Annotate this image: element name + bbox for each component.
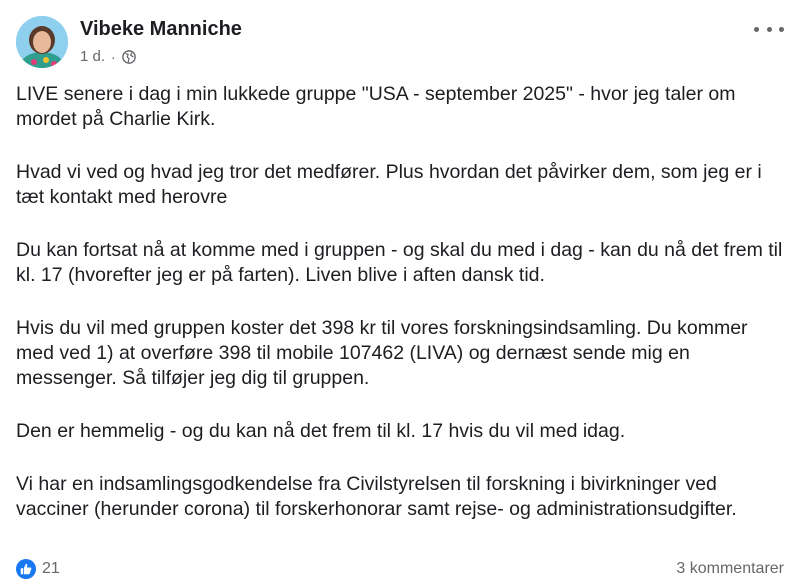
post-meta	[80, 48, 136, 65]
post-paragraph: Den er hemmelig - og du kan nå det frem til kl. 17 hvis du vil med idag.	[16, 420, 626, 442]
reactions-summary[interactable]	[16, 559, 60, 579]
post-paragraph: Du kan fortsat nå at komme med i gruppen - og skal du med i dag - kan du nå det frem til kl. 17 (hvorefter jeg er på farten). Liven blive i aften dansk tid.	[16, 239, 783, 286]
profile-photo	[16, 16, 68, 68]
like-count: 21	[42, 560, 60, 577]
more-options-icon[interactable]	[754, 18, 784, 40]
thumbs-up-icon	[16, 559, 36, 579]
post-paragraph: LIVE senere i dag i min lukkede gruppe "USA - september 2025" - hvor jeg taler om mordet på Charlie Kirk.	[16, 83, 736, 130]
post-paragraph: Hvis du vil med gruppen koster det 398 kr til vores forskningsindsamling. Du kommer med ved 1) at overføre 398 til mobile 107462 (LIVA) og dernæst sende mig en messenger. Så tilføjer jeg dig til gruppen.	[16, 317, 748, 389]
meta-separator: ·	[111, 48, 116, 65]
post-paragraph: Vi har en indsamlingsgodkendelse fra Civilstyrelsen til forskning i bivirkninger ved vacciner (herunder corona) til forskerhonorar samt rejse- og administrationsudgifter.	[16, 473, 737, 520]
avatar[interactable]	[16, 16, 68, 68]
post-paragraph: Hvad vi ved og hvad jeg tror det medfører. Plus hvordan det påvirker dem, som jeg er i tæt kontakt med herovre	[16, 161, 762, 208]
globe-icon	[122, 50, 136, 64]
post-body	[16, 82, 786, 550]
post-header	[16, 12, 784, 72]
post-footer	[16, 557, 784, 581]
comments-count-link[interactable]: 3 kommentarer	[676, 560, 784, 577]
author-name[interactable]: Vibeke Manniche	[80, 18, 242, 40]
post-time[interactable]: 1 d.	[80, 48, 106, 65]
